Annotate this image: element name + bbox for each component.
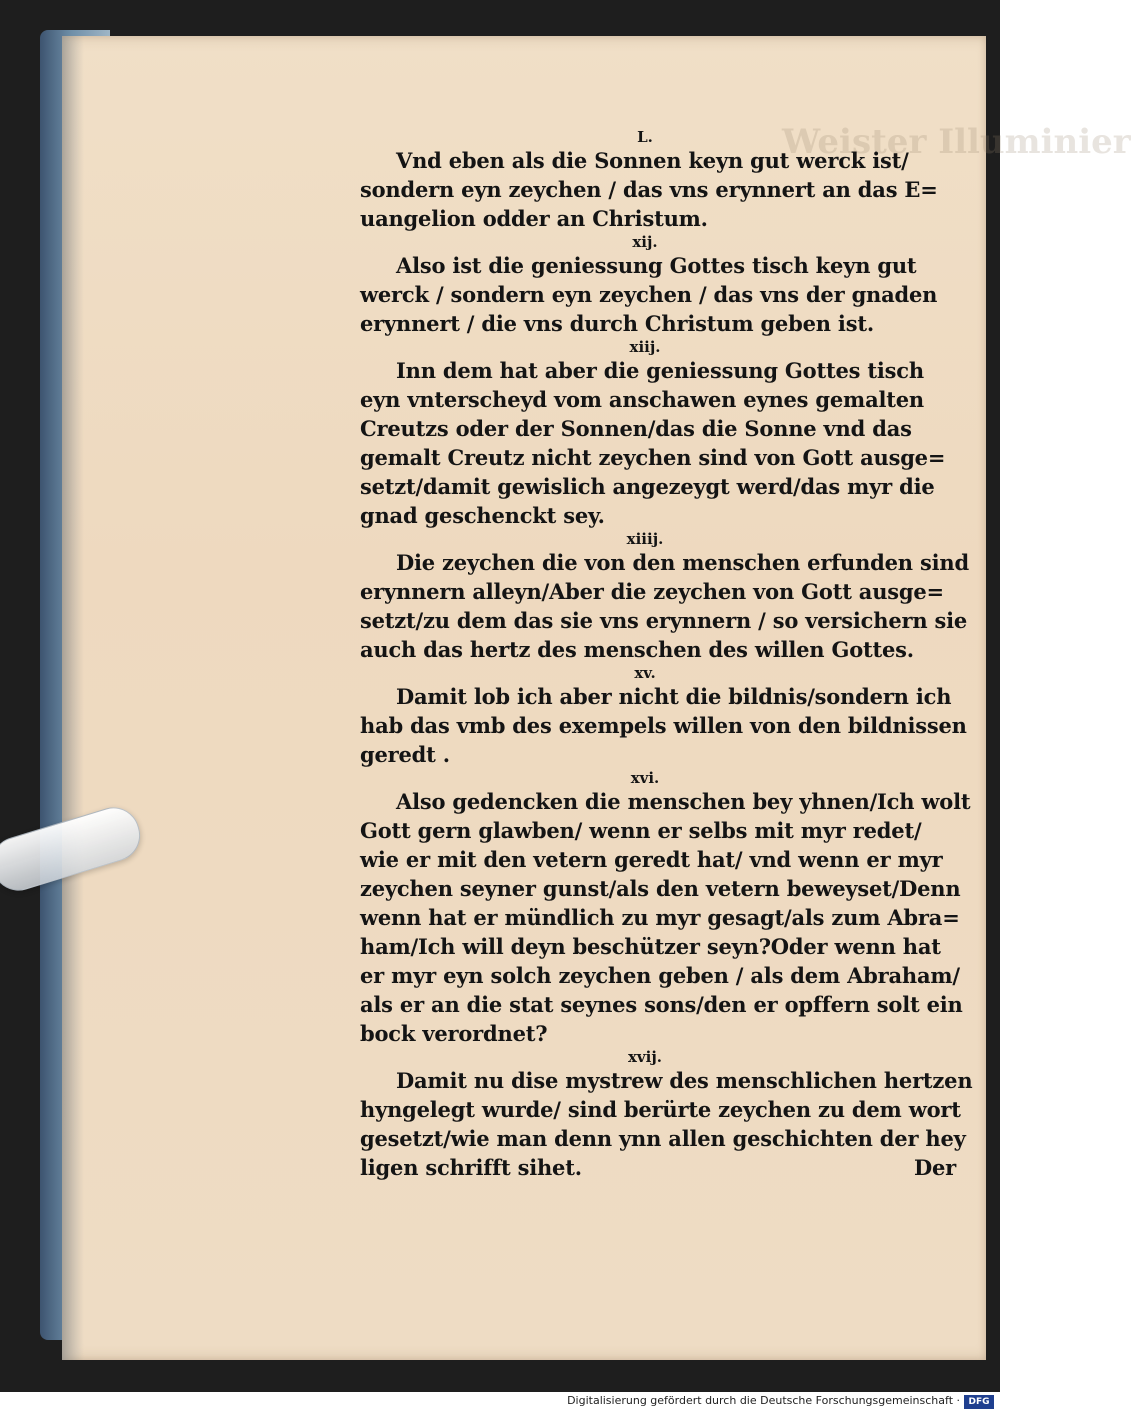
text-line: ligen schrifft sihet. <box>360 1155 582 1180</box>
text-line: eyn vnterscheyd vom anschawen eynes gemalten <box>360 387 924 412</box>
text-line: Also gedencken die menschen bey yhnen/Ich wolt <box>396 789 971 814</box>
page-text-block <box>360 128 973 1182</box>
section-numeral: xvi. <box>630 769 660 787</box>
page-signature: L. <box>637 128 653 146</box>
section-numeral: xij. <box>632 233 658 251</box>
text-line: Damit lob ich aber nicht die bildnis/sondern ich <box>396 684 952 709</box>
section-numeral: xiiij. <box>626 530 664 548</box>
text-line: ham/Ich will deyn beschützer seyn?Oder wenn hat <box>360 934 941 959</box>
text-line: wie er mit den vetern geredt hat/ vnd wenn er myr <box>360 847 943 872</box>
text-line: gemalt Creutz nicht zeychen sind von Gott ausge= <box>360 445 946 470</box>
text-line: gesetzt/wie man denn ynn allen geschichten der hey <box>360 1126 966 1151</box>
catchword: Der <box>913 1155 956 1180</box>
text-line: Also ist die geniessung Gottes tisch keyn gut <box>396 253 917 278</box>
text-line: gnad geschenckt sey. <box>360 503 605 528</box>
text-line: sondern eyn zeychen / das vns erynnert an das E= <box>360 177 938 202</box>
text-line: Gott gern glawben/ wenn er selbs mit myr redet/ <box>360 818 922 843</box>
text-line: wenn hat er mündlich zu myr gesagt/als zum Abra= <box>360 905 960 930</box>
text-line: geredt . <box>360 742 450 767</box>
bleed-through-text: Weister Illuminier <box>782 122 1131 162</box>
text-line: auch das hertz des menschen des willen Gottes. <box>360 637 914 662</box>
text-line: erynnern alleyn/Aber die zeychen von Gott ausge= <box>360 579 944 604</box>
text-line: Damit nu dise mystrew des menschlichen hertzen <box>396 1068 973 1093</box>
last-line-row <box>360 1153 960 1182</box>
text-line: setzt/zu dem das sie vns erynnern / so versichern sie <box>360 608 968 633</box>
section-numeral: xiij. <box>629 338 661 356</box>
text-line: bock verordnet? <box>360 1021 548 1046</box>
text-line: Creutzs oder der Sonnen/das die Sonne vnd das <box>360 416 912 441</box>
text-line: werck / sondern eyn zeychen / das vns der gnaden <box>360 282 938 307</box>
footer-bar <box>0 1392 1000 1412</box>
text-line: setzt/damit gewislich angezeygt werd/das myr die <box>360 474 935 499</box>
text-line: Vnd eben als die Sonnen keyn gut werck ist/ <box>396 148 909 173</box>
text-line: hyngelegt wurde/ sind berürte zeychen zu dem wort <box>360 1097 961 1122</box>
text-line: erynnert / die vns durch Christum geben ist. <box>360 311 874 336</box>
funding-credit: Digitalisierung gefördert durch die Deutsche Forschungsgemeinschaft · <box>567 1394 960 1407</box>
text-line: Inn dem hat aber die geniessung Gottes tisch <box>396 358 924 383</box>
text-line: zeychen seyner gunst/als den vetern beweyset/Denn <box>360 876 961 901</box>
text-line: Die zeychen die von den menschen erfunden sind <box>396 550 969 575</box>
text-line: er myr eyn solch zeychen geben / als dem Abraham/ <box>360 963 960 988</box>
section-numeral: xv. <box>634 664 656 682</box>
dfg-logo-icon: DFG <box>964 1395 994 1409</box>
section-numeral: xvij. <box>627 1048 662 1066</box>
text-line: uangelion odder an Christum. <box>360 206 708 231</box>
text-line: als er an die stat seynes sons/den er opffern solt ein <box>360 992 963 1017</box>
text-line: hab das vmb des exempels willen von den bildnissen <box>360 713 967 738</box>
